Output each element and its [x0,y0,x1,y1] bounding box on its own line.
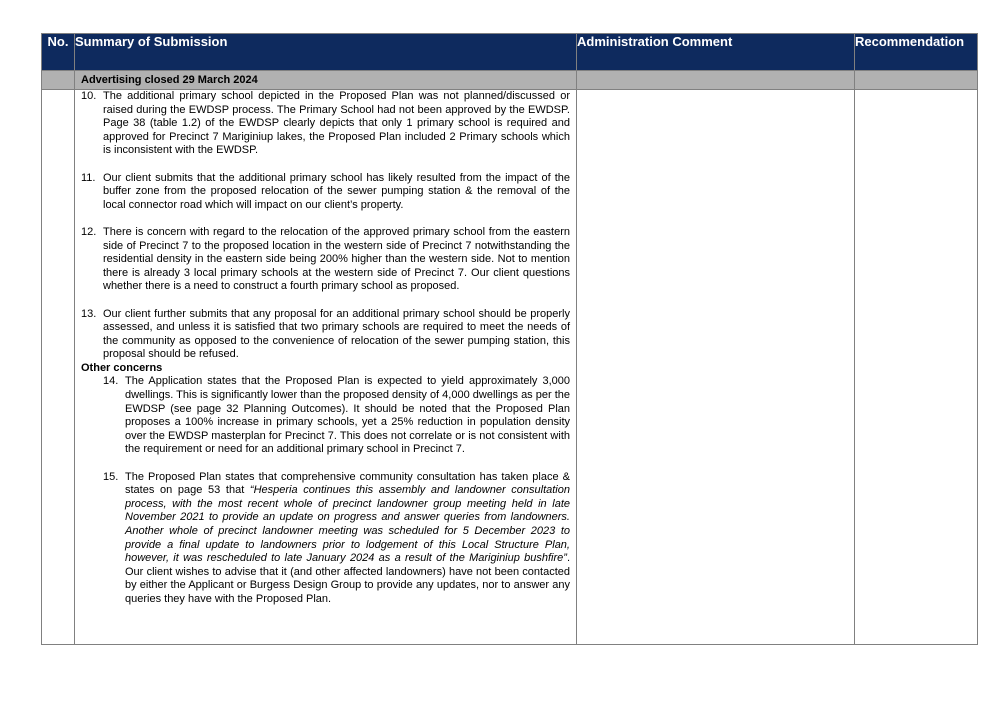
band-comment-cell [577,71,855,90]
advertising-closed-label: Advertising closed 29 March 2024 [75,71,577,90]
item-quote: “Hesperia continues this assembly and landowner consultation process, with the most recent whole of precinct landowner group meeting held in late November 2021 to provide an update on progress and answer queries from landowners. Another whole of precinct landowner meeting was scheduled for 5 December 2023 to provide a final update to landowners prior to lodgement of this Local Structure Plan, however, it was rescheduled to late January 2024 as a result of the Mariginiup bushfire” [125,484,570,565]
list-item-11 [81,172,570,213]
item-text [125,471,570,607]
item-number: 10. [81,90,97,102]
header-recommendation: Recommendation [855,34,978,71]
header-admin-comment: Administration Comment [577,34,855,71]
submissions-table [41,33,978,645]
advertising-band-row [42,71,978,90]
item-number: 13. [81,307,97,320]
item-text: There is concern with regard to the relocation of the approved primary school from the eastern side of Precinct 7 to the proposed location in the western side of Precinct 7 notwithstanding the residential density in the eastern side being 200% higher than the western side. Not to mention there is already 3 local primary schools at the western side of Precinct 7. Our client questions whether there is a need to construct a fourth primary school as proposed. [103,225,570,293]
item-number: 14. [103,375,119,388]
list-item-14 [81,375,570,457]
list-item-10 [81,90,570,158]
item-text: The Application states that the Proposed Plan is expected to yield approximately 3,000 dwellings. This is significantly lower than the proposed density of 4,000 dwellings as per the EWDSP (see page 32 Planning Outcomes). It should be noted that the Proposed Plan proposes a 100% increase in primary schools, yet a 25% reduction in population density over the EWDSP masterplan for Precinct 7. This does not correlate or is not consistent with the requirement or need for an additional primary school in Precinct 7. [125,375,570,456]
item-text-post: . Our client wishes to advise that it (and other affected landowners) have not been contacted by either the Applicant or Burgess Design Group to provide any updates, nor to answer any queries they have with the Proposed Plan. [125,552,570,605]
header-no: No. [42,34,75,71]
submission-no-cell [42,90,75,645]
submission-row [42,90,978,645]
list-item-13 [81,308,570,362]
item-text: Our client further submits that any proposal for an additional primary school should be properly assessed, and unless it is satisfied that two primary schools are required to meet the needs of the community as opposed to the convenience of relocation of the sewer pumping station, this proposal should be refused. [103,307,570,361]
header-row [42,34,978,71]
list-item-12 [81,226,570,294]
summary-content [75,90,576,607]
band-recommendation-cell [855,71,978,90]
submission-summary-cell [75,90,577,645]
item-number: 15. [103,470,119,483]
item-number: 11. [81,171,96,184]
recommendation-cell [855,90,978,645]
admin-comment-cell [577,90,855,645]
other-concerns-heading: Other concerns [81,361,163,374]
item-text: Our client submits that the additional primary school has likely resulted from the impact of the buffer zone from the proposed relocation of the sewer pumping station & the removal of the local connector road which will impact on our client’s property. [103,171,570,211]
band-no-cell [42,71,75,90]
list-item-15 [81,471,570,607]
item-text: The additional primary school depicted in the Proposed Plan was not planned/discussed or raised during the EWDSP process. The Primary School had not been approved by the EWDSP. Page 38 (table 1.2) of the EWDSP clearly depicts that only 1 primary school is required and approved for Precinct 7 Mariginiup lakes, the Proposed Plan included 2 Primary schools which is inconsistent with the EWDSP. [103,90,570,157]
item-number: 12. [81,225,97,238]
header-summary: Summary of Submission [75,34,577,71]
item-text-pre: The Proposed Plan states that comprehensive community consultation has taken place & states on page 53 that [125,470,570,497]
